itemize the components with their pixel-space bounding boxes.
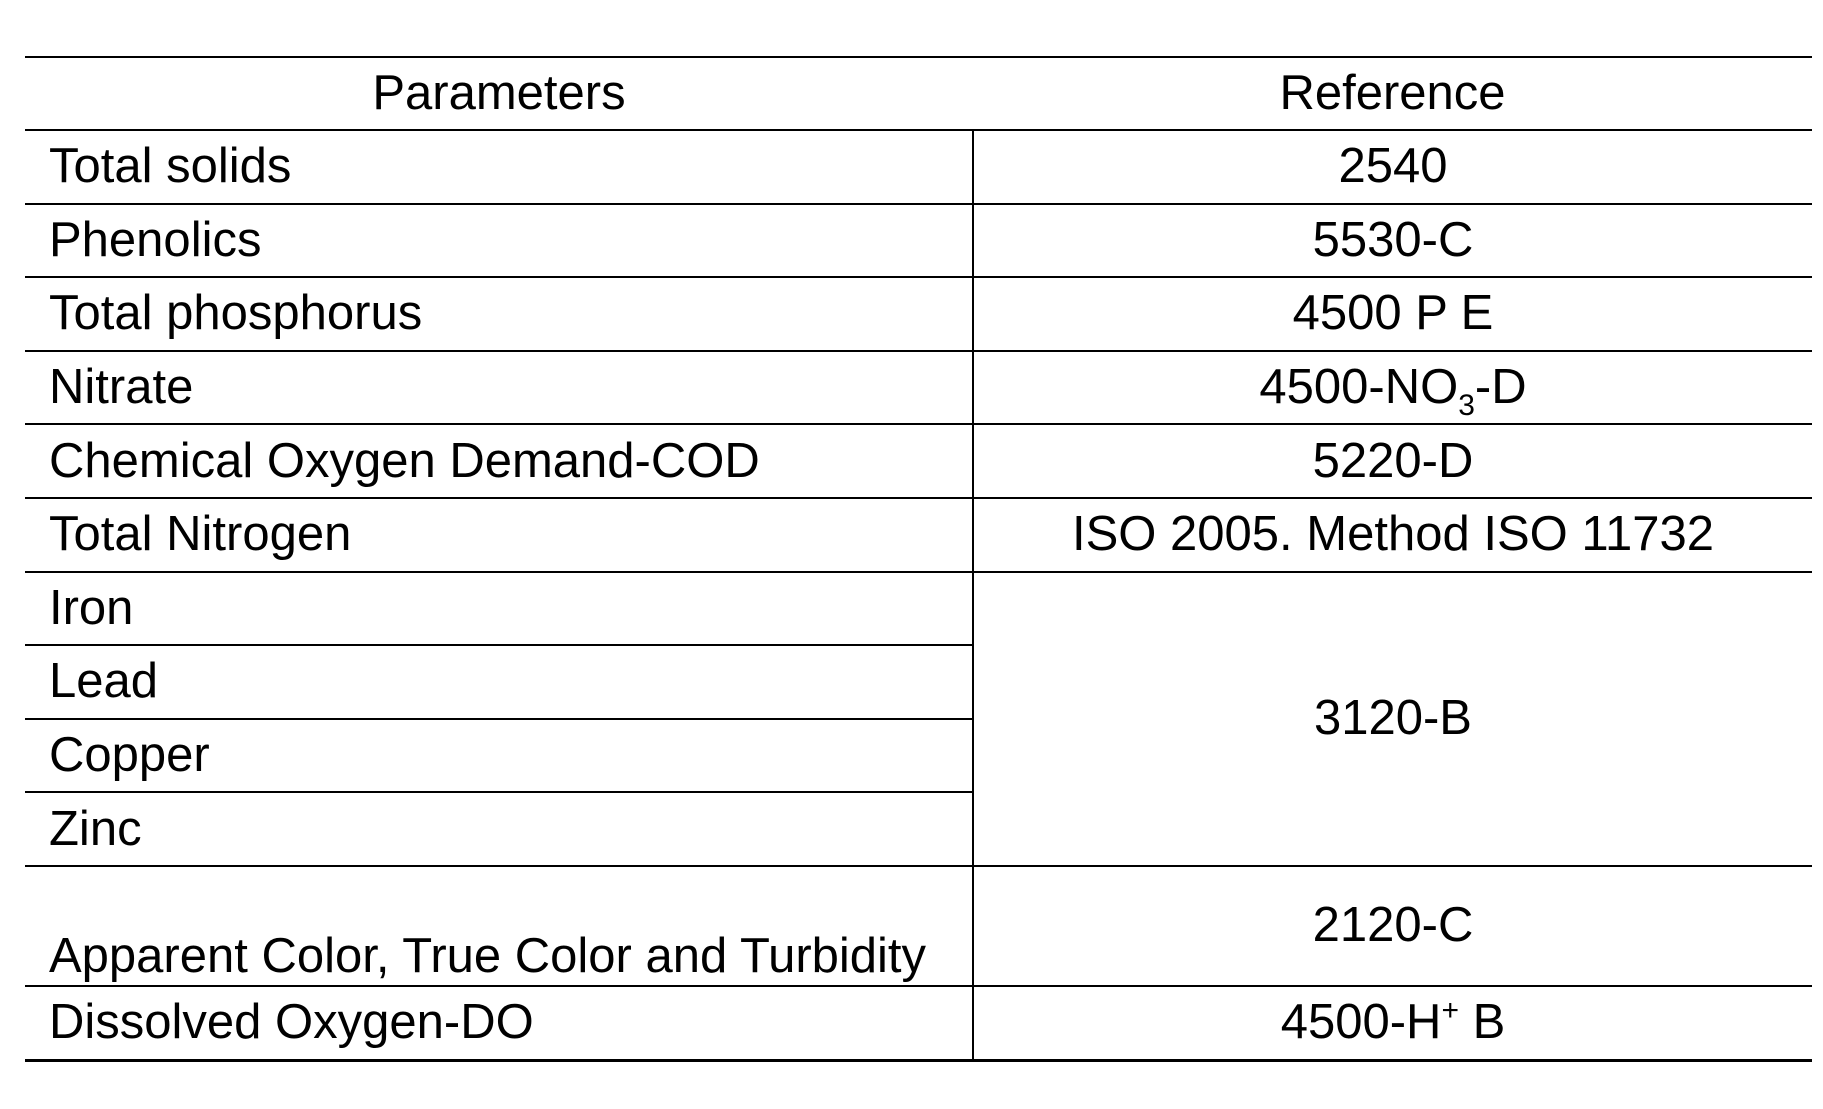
table-row: [25, 130, 1812, 204]
table-row: [25, 204, 1812, 278]
table-row: [25, 498, 1812, 572]
parameter-cell: Zinc: [25, 792, 973, 866]
table-row: [25, 424, 1812, 498]
parameter-cell: Chemical Oxygen Demand-COD: [25, 424, 973, 498]
table-row: [25, 986, 1812, 1060]
table-row: [25, 866, 1812, 986]
header-parameters: Parameters: [25, 57, 973, 130]
reference-cell: 4500 P E: [973, 277, 1812, 351]
parameter-cell: Total Nitrogen: [25, 498, 973, 572]
reference-subscript: 3: [1458, 389, 1475, 423]
parameter-cell: Dissolved Oxygen-DO: [25, 986, 973, 1060]
reference-cell: [973, 986, 1812, 1060]
parameter-cell: Copper: [25, 719, 973, 793]
header-row: [25, 57, 1812, 130]
reference-suffix: B: [1458, 995, 1506, 1050]
parameter-cell: Phenolics: [25, 204, 973, 278]
reference-cell: 5220-D: [973, 424, 1812, 498]
reference-prefix: 4500-NO: [1259, 360, 1459, 415]
reference-suffix: -D: [1474, 360, 1527, 415]
parameter-cell: Total phosphorus: [25, 277, 973, 351]
methods-table: [25, 56, 1812, 1062]
table-row: [25, 351, 1812, 425]
reference-prefix: 4500-H: [1280, 995, 1442, 1050]
parameter-cell: Apparent Color, True Color and Turbidity: [25, 866, 973, 986]
reference-cell: 2540: [973, 130, 1812, 204]
parameter-cell: Lead: [25, 645, 973, 719]
parameter-cell: Iron: [25, 572, 973, 646]
table-row: [25, 572, 1812, 646]
reference-cell: 2120-C: [973, 866, 1812, 986]
reference-cell: [973, 351, 1812, 425]
parameter-cell: Nitrate: [25, 351, 973, 425]
table-row: [25, 277, 1812, 351]
reference-cell: ISO 2005. Method ISO 11732: [973, 498, 1812, 572]
header-reference: Reference: [973, 57, 1812, 130]
reference-cell: 5530-C: [973, 204, 1812, 278]
reference-cell-merged: 3120-B: [973, 572, 1812, 866]
parameter-cell: Total solids: [25, 130, 973, 204]
reference-superscript: +: [1441, 994, 1459, 1028]
